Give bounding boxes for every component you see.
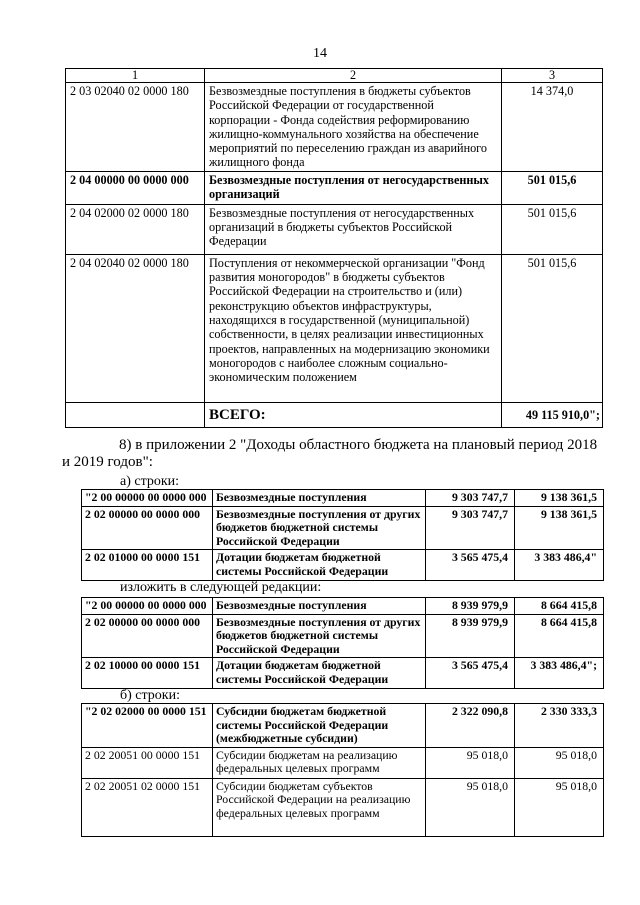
name-cell: Поступления от некоммерческой организации "Фонд развития моногородов" в бюджеты субъектов Российской Федерации на строительство и (или) реконструкцию объектов инфраструктуры, находящихся в государственной (муниципальной) собственности, в целях реализации инвестиционных проектов, направленных на модернизацию экономики моногородов с наиболее сложным социально-экономическим положением (205, 254, 502, 402)
value-2018: 2 322 090,8 (426, 704, 515, 748)
name-cell: Безвозмездные поступления от негосударственных организаций (205, 171, 502, 204)
table-row (82, 598, 604, 615)
table-a-old (81, 489, 604, 581)
subsection-b-label: б) строки: (120, 688, 180, 703)
table-b (81, 703, 604, 837)
total-row (66, 402, 603, 427)
column-header: 3 (502, 69, 603, 83)
code-cell: 2 02 00000 00 0000 000 (82, 506, 213, 550)
value-2019: 95 018,0 (515, 747, 604, 778)
empty-cell (66, 402, 205, 427)
column-header: 2 (205, 69, 502, 83)
table-a-new (81, 597, 604, 689)
code-cell: "2 00 00000 00 0000 000 (82, 598, 213, 615)
name-cell: Безвозмездные поступления в бюджеты субъектов Российской Федерации от государственной корпорации - Фонда содействия реформированию жилищно-коммунального хозяйства на обеспечение мероприятий по переселению граждан из аварийного жилищного фонда (205, 83, 502, 172)
value-2018: 8 939 979,9 (426, 614, 515, 658)
table-row (82, 550, 604, 581)
code-cell: 2 04 02040 02 0000 180 (66, 254, 205, 402)
value-2018: 3 565 475,4 (426, 658, 515, 689)
table-row (66, 254, 603, 402)
table-row (82, 490, 604, 507)
table-row (82, 658, 604, 689)
table-row (82, 614, 604, 658)
paragraph-8: 8) в приложении 2 "Доходы областного бюджета на плановый период 2018 и 2019 годов": (62, 437, 598, 470)
table-row (66, 83, 603, 172)
code-cell: 2 03 02040 02 0000 180 (66, 83, 205, 172)
name-cell: Субсидии бюджетам бюджетной системы Российской Федерации (межбюджетные субсидии) (213, 704, 426, 748)
table-row (82, 778, 604, 836)
code-cell: 2 02 20051 00 0000 151 (82, 747, 213, 778)
value-2018: 8 939 979,9 (426, 598, 515, 615)
code-cell: 2 02 01000 00 0000 151 (82, 550, 213, 581)
name-cell: Безвозмездные поступления от других бюджетов бюджетной системы Российской Федерации (213, 614, 426, 658)
value-2019: 2 330 333,3 (515, 704, 604, 748)
value-2018: 9 303 747,7 (426, 506, 515, 550)
value-2019: 3 383 486,4"; (515, 658, 604, 689)
code-cell: 2 02 10000 00 0000 151 (82, 658, 213, 689)
name-cell: Субсидии бюджетам субъектов Российской Федерации на реализацию федеральных целевых программ (213, 778, 426, 836)
code-cell: "2 00 00000 00 0000 000 (82, 490, 213, 507)
code-cell: 2 04 00000 00 0000 000 (66, 171, 205, 204)
table-row (66, 204, 603, 254)
value-2019: 8 664 415,8 (515, 614, 604, 658)
value-2018: 9 303 747,7 (426, 490, 515, 507)
subsection-a-label: а) строки: (120, 474, 180, 489)
value-cell: 501 015,6 (502, 204, 603, 254)
value-cell: 14 374,0 (502, 83, 603, 172)
value-2019: 3 383 486,4" (515, 550, 604, 581)
table-header-row (66, 69, 603, 83)
code-cell: 2 02 20051 02 0000 151 (82, 778, 213, 836)
code-cell: 2 04 02000 02 0000 180 (66, 204, 205, 254)
name-cell: Безвозмездные поступления от других бюджетов бюджетной системы Российской Федерации (213, 506, 426, 550)
name-cell: Субсидии бюджетам на реализацию федеральных целевых программ (213, 747, 426, 778)
total-label-cell (205, 402, 502, 427)
code-cell: 2 02 00000 00 0000 000 (82, 614, 213, 658)
table-row (82, 704, 604, 748)
value-2019: 95 018,0 (515, 778, 604, 836)
code-cell: "2 02 02000 00 0000 151 (82, 704, 213, 748)
table-row (82, 747, 604, 778)
table-row (66, 171, 603, 204)
value-2018: 95 018,0 (426, 778, 515, 836)
value-cell: 501 015,6 (502, 171, 603, 204)
value-2019: 9 138 361,5 (515, 506, 604, 550)
name-cell: Безвозмездные поступления (213, 598, 426, 615)
page-number: 14 (313, 46, 327, 61)
name-cell: Безвозмездные поступления от негосударственных организаций в бюджеты субъектов Российской Федерации (205, 204, 502, 254)
name-cell: Дотации бюджетам бюджетной системы Российской Федерации (213, 550, 426, 581)
total-label: ВСЕГО: (209, 406, 266, 423)
total-value: 49 115 910,0"; (502, 402, 603, 427)
value-2019: 9 138 361,5 (515, 490, 604, 507)
revenue-table (65, 68, 603, 428)
name-cell: Безвозмездные поступления (213, 490, 426, 507)
replace-text: изложить в следующей редакции: (120, 580, 322, 595)
value-2018: 3 565 475,4 (426, 550, 515, 581)
column-header: 1 (66, 69, 205, 83)
table-row (82, 506, 604, 550)
name-cell: Дотации бюджетам бюджетной системы Российской Федерации (213, 658, 426, 689)
value-2018: 95 018,0 (426, 747, 515, 778)
value-2019: 8 664 415,8 (515, 598, 604, 615)
value-cell: 501 015,6 (502, 254, 603, 402)
